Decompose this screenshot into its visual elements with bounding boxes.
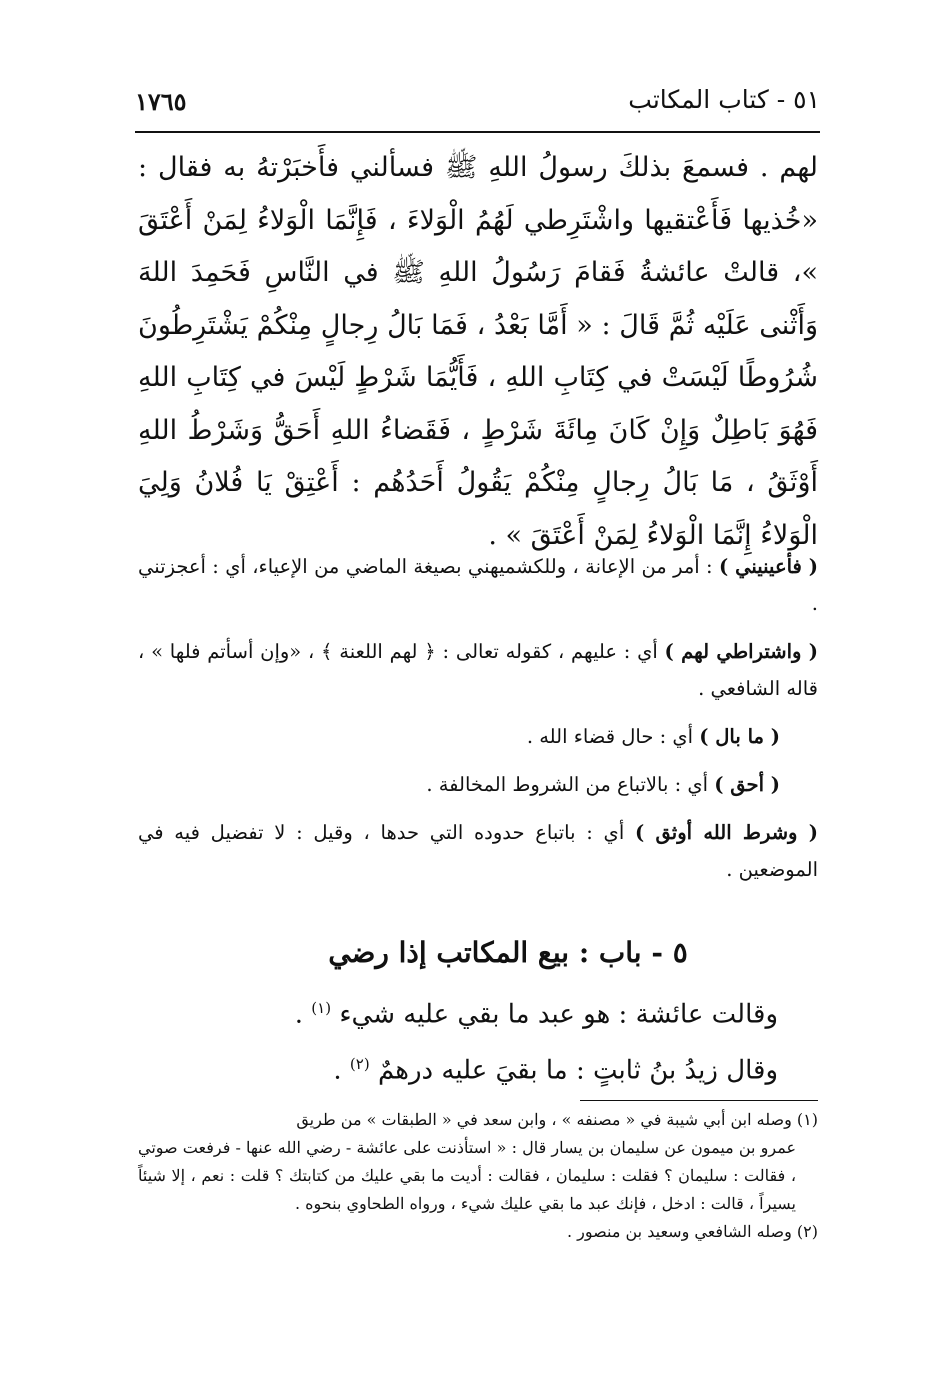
quote-line [138, 984, 778, 1039]
header-rule [135, 131, 820, 133]
quote-line [138, 1040, 778, 1095]
note-item [138, 814, 818, 888]
hadith-paragraph: لهم . فسمعَ بذلكَ رسولُ اللهِ ﷺ فسألني فأَخبَرْتهُ به فقال : «خُذيها فَأَعْتقيها واشْتَرِطي لَهُمُ الْوَلاءَ ، فَإِنَّمَا الْوَلاءُ لِمَنْ أَعْتَقَ »، قالتْ عائشةُ فَقامَ رَسُولُ اللهِ ﷺ في النَّاسِ فَحَمِدَ اللهَ وَأَثْنى عَلَيْه ثُمَّ قَالَ : « أَمَّا بَعْدُ ، فَمَا بَالُ رِجالٍ مِنْكُمْ يَشْتَرِطُونَ شُرُوطًا لَيْسَتْ في كِتَابِ اللهِ ، فَأَيُّمَا شَرْطٍ لَيْسَ في كِتَابِ اللهِ فَهُوَ بَاطِلٌ وَإِنْ كَانَ مِائَةَ شَرْطٍ ، فَقَضاءُ اللهِ أَحَقُّ وَشَرْطُ اللهِ أَوْثَقُ ، مَا بَالُ رِجالٍ مِنْكُمْ يَقُولُ أَحَدُهُم : أَعْتِقْ يَا فُلانُ وَلِيَ الْوَلاءُ إِنَّمَا الْوَلاءُ لِمَنْ أَعْتَقَ » . [138, 152, 818, 551]
note-item [138, 548, 818, 622]
note-item [138, 766, 818, 803]
footnote-reference: (١) [311, 999, 332, 1017]
footnote-rule [580, 1100, 818, 1101]
quote-text: وقالت عائشة : هو عبد ما بقي عليه شيء [339, 999, 778, 1030]
page-number: ١٧٦٥ [135, 87, 187, 116]
note-text: أي : حال قضاء الله . [526, 725, 700, 748]
page-header [135, 85, 820, 125]
footnote-first-line: (١) وصله ابن أبي شيبة في « مصنفه » ، وابن سعد في « الطبقات » من طريق [296, 1110, 818, 1129]
note-term: ( واشتراطي لهم ) [664, 640, 819, 663]
note-text: أي : عليهم ، كقوله تعالى : ﴿ لهم اللعنة ﴾ ، «وإن أسأتم فلها » ، قاله الشافعي . [138, 640, 818, 700]
footnotes [138, 1106, 818, 1246]
quote-end: . [333, 1055, 350, 1086]
footnote-first-line: (٢) وصله الشافعي وسعيد بن منصور . [566, 1222, 818, 1241]
note-term: ( ما بال ) [699, 725, 780, 748]
hadith-text-block [138, 142, 818, 562]
footnote-continuation: عمرو بن ميمون عن سليمان بن يسار قال : « استأذنت على عائشة - رضي الله عنها - فرفعت صوتي ، فقالت : سليمان ؟ فقلت : سليمان ، فقالت : أديت ما بقي عليك من كتابتك ؟ قلت : نعم ، إلا شيئاً يسيراً ، قالت : ادخل ، فإنك عبد ما بقي عليك شيء ، ورواه الطحاوي بنحوه . [138, 1138, 796, 1213]
note-text: : أمر من الإعانة ، وللكشميهني بصيغة الماضي من الإعياء، أي : أعجزتني . [138, 555, 818, 615]
footnote-reference: (٢) [349, 1055, 370, 1073]
running-chapter-title: ٥١ - كتاب المكاتب [628, 85, 820, 114]
quote-end: . [294, 999, 312, 1030]
note-item [138, 633, 818, 707]
quote-text: وقال زيدُ بنُ ثابتٍ : ما بقيَ عليه درهمٌ [377, 1055, 778, 1086]
commentary-notes [138, 548, 818, 899]
note-term: ( وشرط الله أوثق ) [634, 821, 819, 844]
note-term: ( فأعينيني ) [718, 555, 818, 578]
footnote-item [138, 1106, 818, 1218]
note-term: ( أحق ) [714, 773, 780, 796]
note-text: أي : باتباع حدوده التي حدها ، وقيل : لا تفضيل فيه في الموضعين . [138, 821, 818, 881]
note-text: أي : بالاتباع من الشروط المخالفة . [426, 773, 715, 796]
section-heading: ٥ - باب : بيع المكاتب إذا رضي [328, 936, 688, 969]
footnote-item [138, 1218, 818, 1246]
note-item [138, 718, 818, 755]
